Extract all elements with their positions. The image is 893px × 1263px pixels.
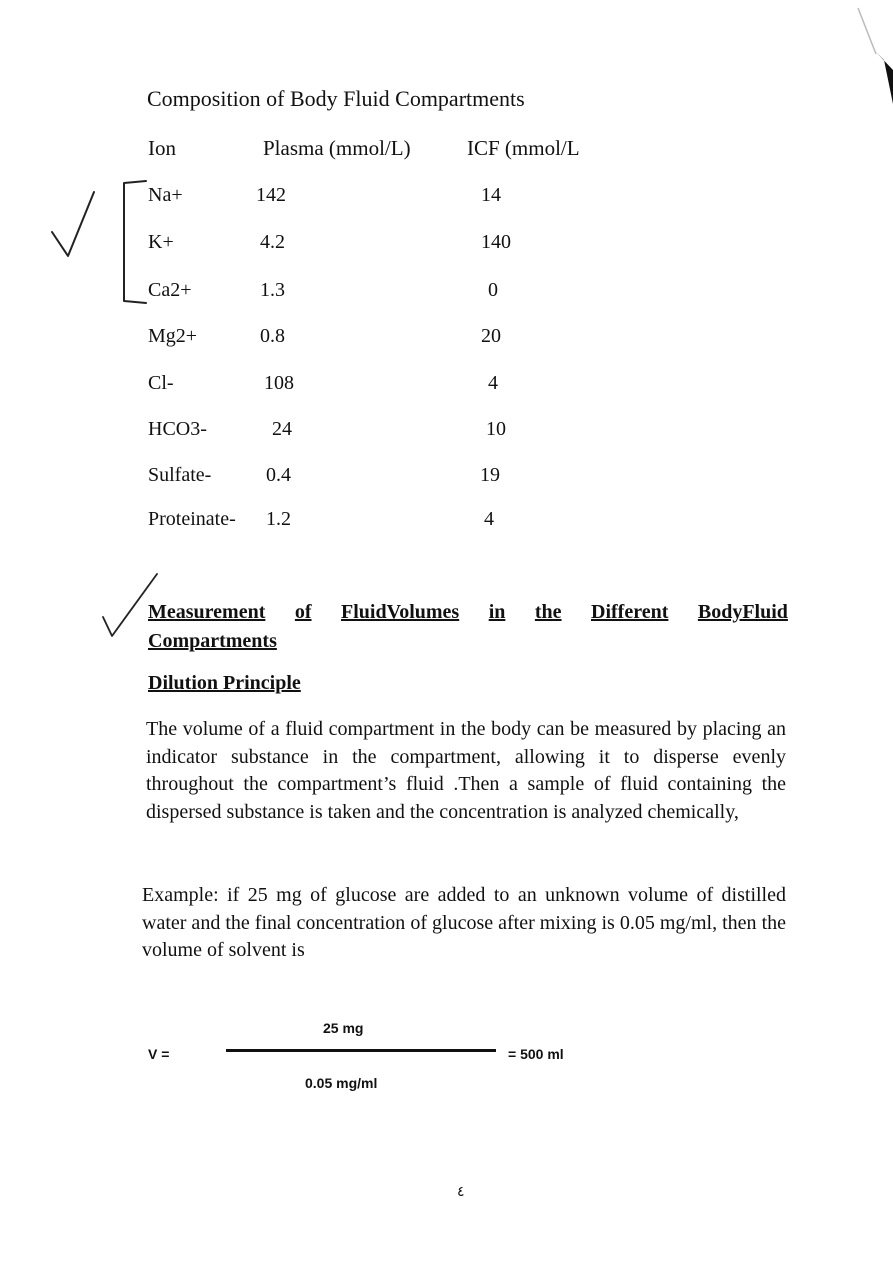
heading-word: of: [294, 601, 312, 623]
body-paragraph: The volume of a fluid compartment in the body can be measured by placing an indicator substance in the compartment, allowing it to disperse evenly throughout the compartment’s fluid .Then a sample of fluid containing the dispersed substance is taken and the concentration is analyzed chemically,: [146, 718, 786, 823]
icf-cell: 10: [486, 418, 506, 440]
example-paragraph: Example: if 25 mg of glucose are added to an unknown volume of distilled water and the final concentration of glucose after mixing is 0.05 mg/ml, then the volume of solvent is: [142, 884, 786, 961]
column-header-ion: Ion: [148, 136, 176, 160]
edge-shadow: [858, 8, 876, 54]
heading-word: Measurement: [148, 601, 266, 623]
corner-shadow: [876, 52, 893, 104]
heading-line-2: Compartments: [148, 630, 277, 652]
formula-result: = 500 ml: [508, 1046, 564, 1062]
ion-cell: HCO3-: [148, 418, 207, 440]
formula-numerator: 25 mg: [323, 1020, 364, 1036]
ion-cell: Sulfate-: [148, 464, 212, 486]
icf-cell: 14: [481, 184, 501, 206]
icf-cell: 4: [488, 372, 498, 394]
plasma-cell: 0.8: [260, 325, 285, 347]
ion-cell: Proteinate-: [148, 508, 236, 530]
plasma-cell: 1.2: [266, 508, 291, 530]
icf-cell: 4: [484, 508, 494, 530]
icf-cell: 0: [488, 279, 498, 301]
plasma-cell: 1.3: [260, 279, 285, 301]
ion-cell: Mg2+: [148, 325, 198, 347]
plasma-cell: 108: [264, 372, 294, 394]
plasma-cell: 0.4: [266, 464, 291, 486]
icf-cell: 19: [480, 464, 500, 486]
ion-cell: Na+: [148, 184, 183, 206]
heading-word: BodyFluid: [697, 601, 788, 623]
icf-cell: 20: [481, 325, 501, 347]
column-header-plasma: Plasma (mmol/L): [263, 136, 411, 160]
plasma-cell: 142: [256, 184, 286, 206]
table-title: Composition of Body Fluid Compartments: [147, 86, 525, 111]
plasma-cell: 24: [272, 418, 292, 440]
check-mark-icon: [103, 574, 157, 636]
formula-denominator: 0.05 mg/ml: [305, 1075, 378, 1091]
icf-cell: 140: [481, 231, 511, 253]
plasma-cell: 4.2: [260, 231, 285, 253]
formula-lhs: V =: [148, 1046, 170, 1062]
ion-cell: Ca2+: [148, 279, 192, 301]
ion-cell: K+: [148, 231, 174, 253]
ion-cell: Cl-: [148, 372, 174, 394]
bracket-mark-icon: [124, 181, 146, 303]
heading-word: FluidVolumes: [341, 601, 460, 623]
page-number: ٤: [457, 1184, 465, 1200]
subheading: Dilution Principle: [148, 672, 301, 694]
check-mark-icon: [52, 192, 94, 256]
heading-word: Different: [591, 601, 669, 623]
column-header-icf: ICF (mmol/L: [467, 136, 580, 160]
heading-word: in: [488, 601, 506, 623]
heading-word: the: [534, 601, 562, 623]
